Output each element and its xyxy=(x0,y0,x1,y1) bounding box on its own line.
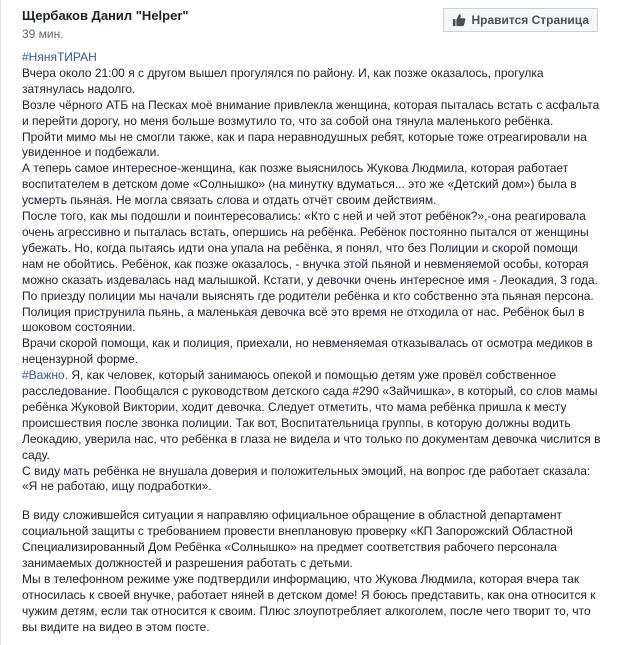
post-paragraph: Вчера около 21:00 я с другом вышел прогулялся по району. И, как позже оказалось, прогулка затянулась надолго. xyxy=(22,65,544,96)
post-border xyxy=(0,0,1,645)
post-paragraph-important xyxy=(22,368,602,463)
post-header xyxy=(22,6,598,44)
post-body xyxy=(22,50,602,636)
post-paragraph: В виду сложившейся ситуации я направляю официальное обращение в областной департамент социальной защиты с требованием провести внеплановую проверку «КП Запорожский Областной Специализированный Дом Ребёнка «Солнышко» на предмет соответствия рабочего персонала занимаемых должностей и разрешения работать с детьми. xyxy=(22,508,573,571)
post-timestamp[interactable]: 39 мин. xyxy=(22,27,64,41)
like-page-label: Нравится Страница xyxy=(471,13,589,27)
author-name[interactable]: Щербаков Данил "Helper" xyxy=(22,8,189,23)
post-paragraph: Врачи скорой помощи, как и полиция, приехали, но невменяемая отказывалась от осмотра медиков в нецензурной форме. xyxy=(22,336,593,367)
hashtag-nanny-link[interactable]: #НяняТИРАН xyxy=(22,50,97,64)
post-paragraph: После того, как мы подошли и поинтересовались: «Кто с ней и чей этот ребёнок?»,-она реагировала очень агрессивно и пыталась встать, опершись на ребёнка. Ребёнок постоянно пытался от женщины убежать. Но, когда пытаясь идти она упала на ребёнка, я понял, что без Полиции и скорой помощи нам не обойтись. Ребёнок, как позже оказалось, - внучка этой пьяной и невменяемой особы, которая можно сказать издевалась над малышкой. Кстати, у девочки очень интересное имя - Леокадия, 3 года. xyxy=(22,209,598,287)
like-page-button[interactable] xyxy=(443,8,598,32)
hashtag-nanny-paragraph xyxy=(22,50,602,66)
post-paragraph: По приезду полиции мы начали выяснять где родители ребёнка и кто собственно эта пьяная персона. Полиция приструнила пьянь, а маленькая девочка всё это время не отходила от нас. Ребёнок был в шоковом состоянии. xyxy=(22,288,594,335)
post-paragraph: А теперь самое интересное-женщина, как позже выяснилось Жукова Людмила, которая работает воспитателем в детском доме «Солнышко» (на минутку вдуматься... это же «Детский дом») была в усмерть пьяная. Не могла связать слова и отдать отчёт своим действиям. xyxy=(22,161,577,208)
post-paragraph: Мы в телефонном режиме уже подтвердили информацию, что Жукова Людмила, которая вчера так относилась к своей внучке, работает няней в детском доме! Я боюсь представить, как она относится к чужим детям, если так относится к своим. Плюс злоупотребляет алкоголем, после чего творит то, что вы видите на видео в этом посте. xyxy=(22,572,596,634)
post-paragraph: С виду мать ребёнка не внушала доверия и положительных эмоций, на вопрос где работает сказала: «Я не работаю, ищу подработки». xyxy=(22,463,591,494)
paragraph-spacer xyxy=(22,495,602,508)
important-paragraph-text: Я, как человек, который занимаюсь опекой и помощью детям уже провёл собственное расследование. Пообщался с руководством детского сада #290 «Зайчишка», в который, со слов мамы ребёнка Жуковой Виктории, ходит девочка. Следует отметить, что мама ребёнка пришла к месту происшествия после звонка полиции. Так вот, Воспитательница группы, в которую должны водить Леокадию, уверила нас, что ребёнка в глаза не видела и что только по документам девочка числится в саду. xyxy=(22,368,601,462)
thumbs-up-icon xyxy=(452,13,466,27)
hashtag-important-link[interactable]: #Важно. xyxy=(22,368,69,383)
post-paragraph: Возле чёрного АТБ на Песках моё внимание привлекла женщина, которая пыталась встать с асфальта и перейти дорогу, но меня больше возмутило то, что за собой она тянула маленького ребёнка. xyxy=(22,97,600,128)
post-paragraph: Пройти мимо мы не смогли также, как и пара неравнодушных ребят, которые тоже отреагировали на увиденное и подбежали. xyxy=(22,129,587,160)
